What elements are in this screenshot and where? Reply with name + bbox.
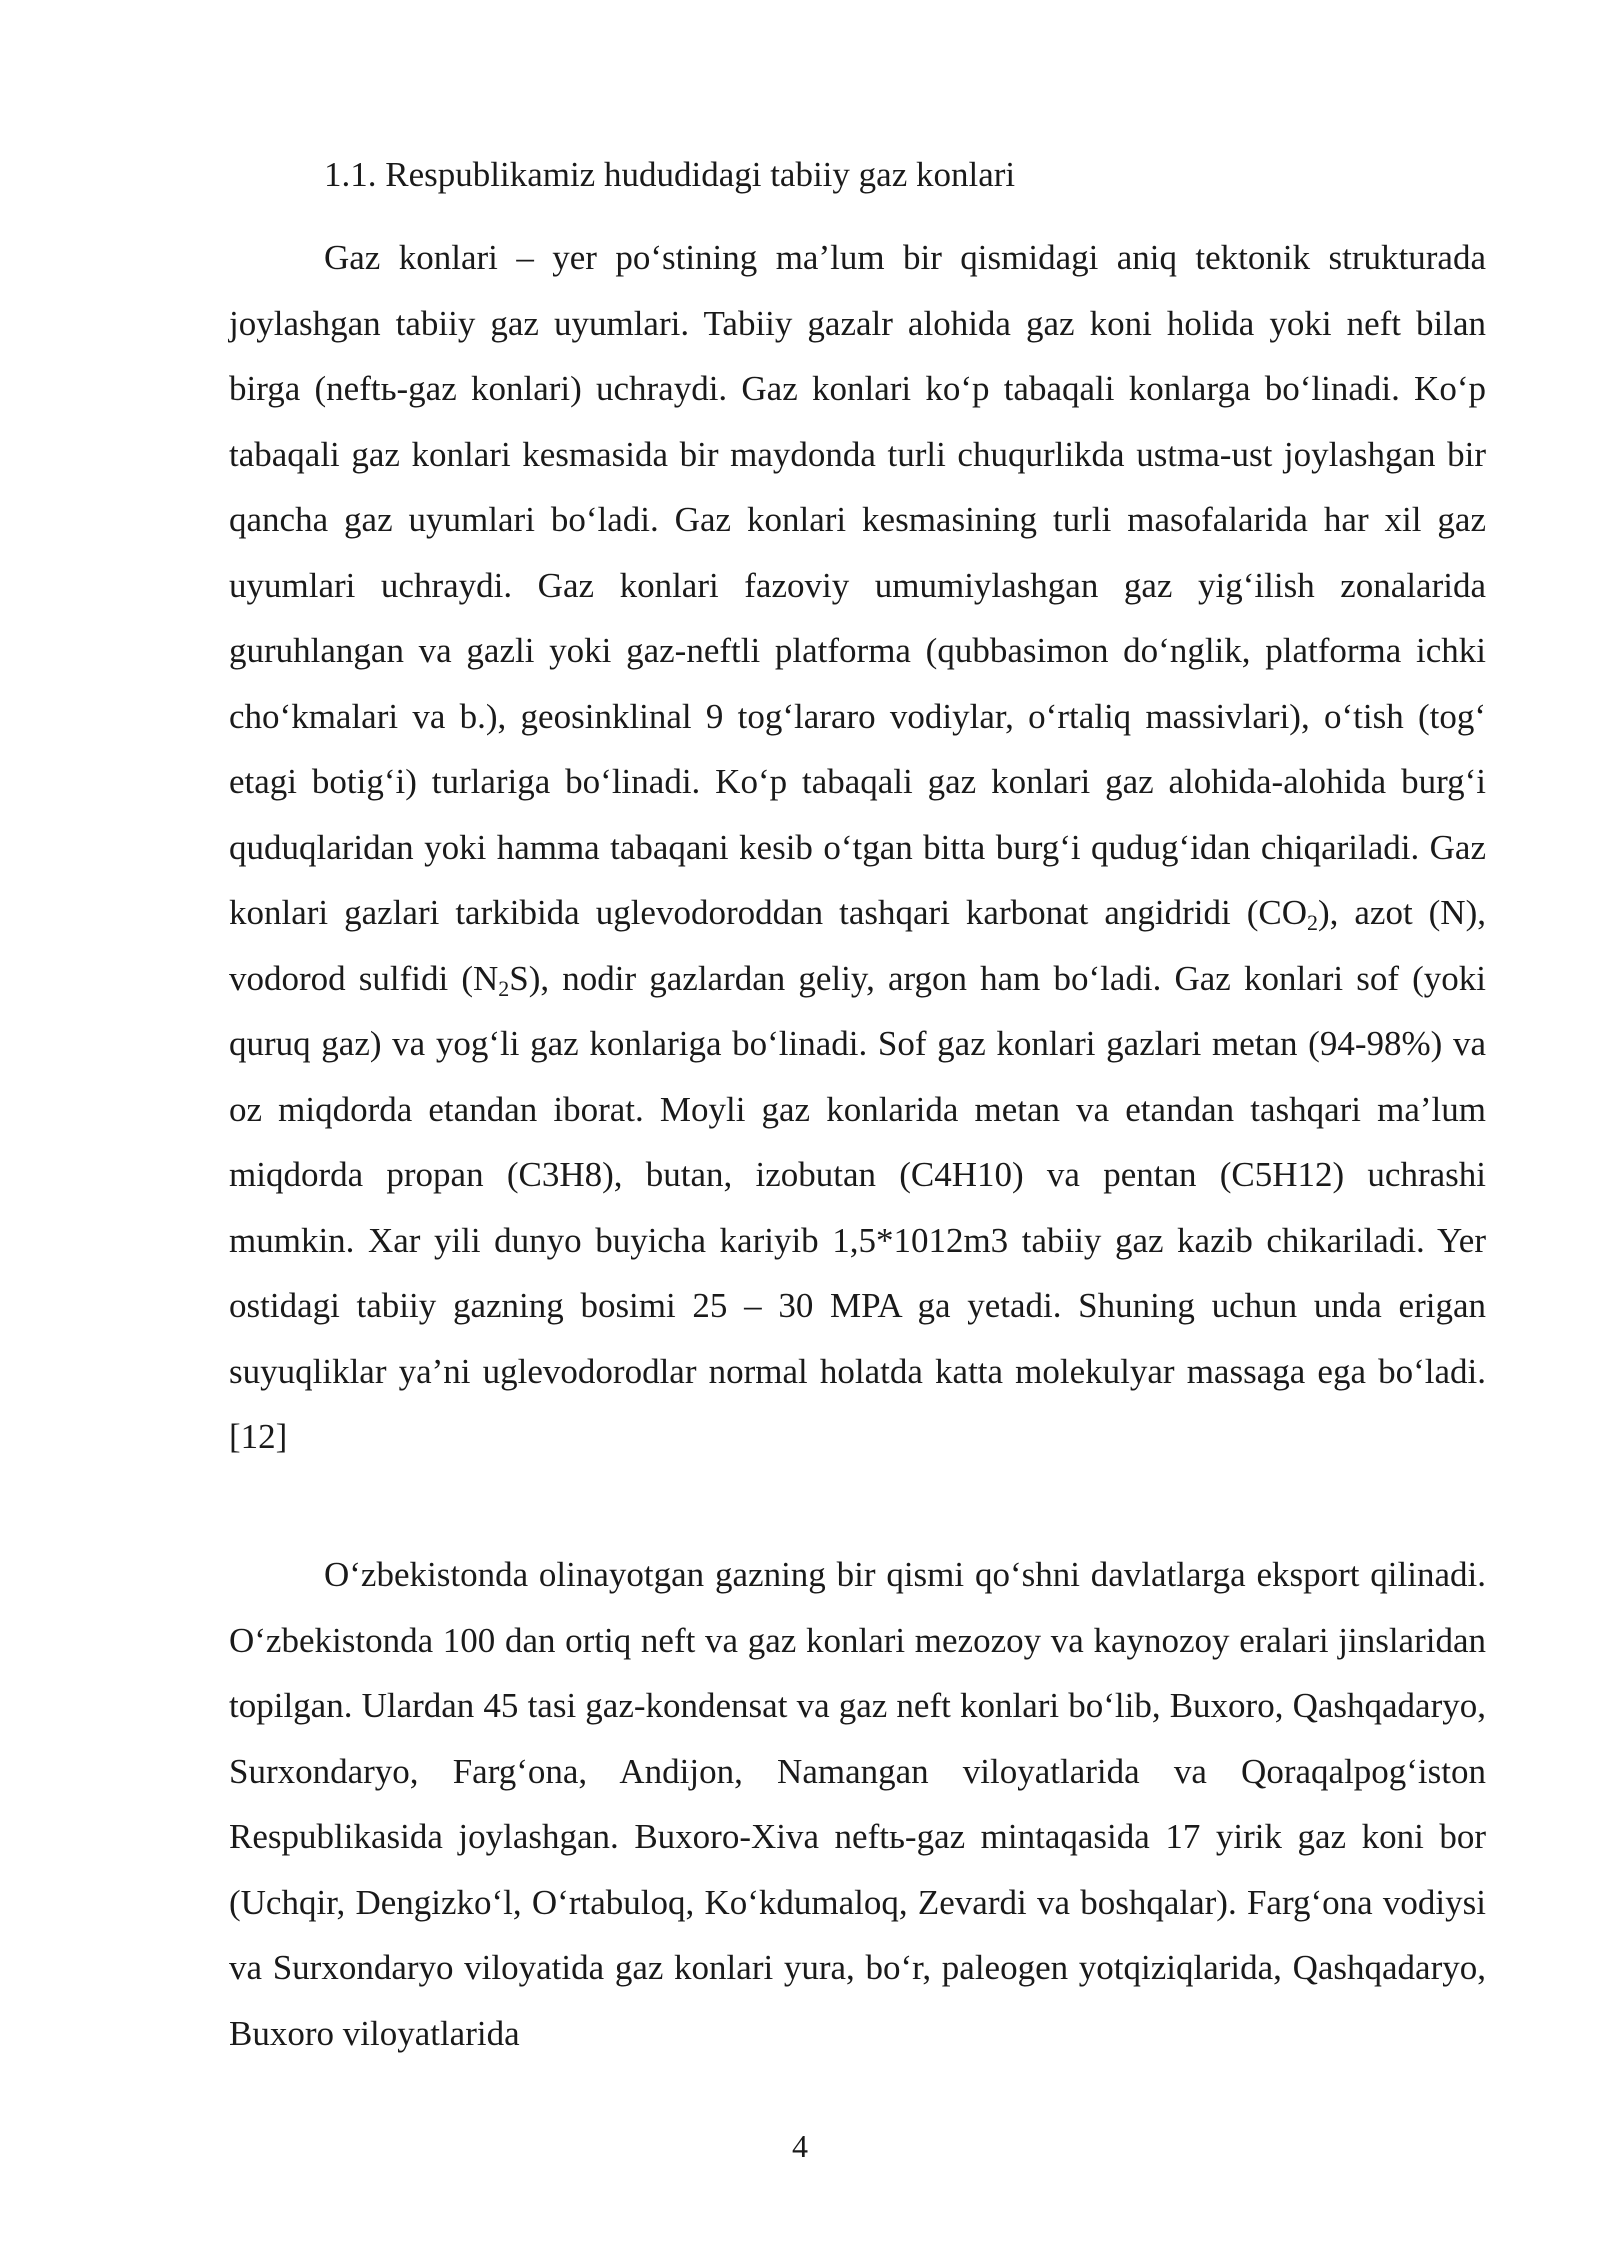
paragraph-text-part-2: ), azot (N), vodorod sulfidi (N <box>229 893 1486 998</box>
paragraph-gas-fields <box>229 225 1486 1470</box>
paragraph-text-part-1: Gaz konlari – yer po‘stining ma’lum bir qismidagi aniq tektonik strukturada joylashgan tabiiy gaz uyumlari. Tabiiy gazalr alohida gaz koni holida yoki neft bilan birga (neftь-gaz konlari) uchraydi. Gaz konlari ko‘p tabaqali konlarga bo‘linadi. Ko‘p tabaqali gaz konlari kesmasida bir maydonda turli chuqurlikda ustma-ust joylashgan bir qancha gaz uyumlari bo‘ladi. Gaz konlari kesmasining turli masofalarida har xil gaz uyumlari uchraydi. Gaz konlari fazoviy umumiylashgan gaz yig‘ilish zonalarida guruhlangan va gazli yoki gaz-neftli platforma (qubbasimon do‘nglik, platforma ichki cho‘kmalari va b.), geosinklinal 9 tog‘lararo vodiylar, o‘rtaliq massivlari), o‘tish (tog‘ etagi botig‘i) turlariga bo‘linadi. Ko‘p tabaqali gaz konlari gaz alohida-alohida burg‘i quduqlaridan yoki hamma tabaqani kesib o‘tgan bitta burg‘i qudug‘idan chiqariladi. Gaz konlari gazlari tarkibida uglevodoroddan tashqari karbonat angidridi (CO <box>229 238 1486 932</box>
section-heading: 1.1. Respublikamiz hududidagi tabiiy gaz konlari <box>324 155 1016 194</box>
page-number: 4 <box>792 2128 808 2164</box>
subscript-co2: 2 <box>1306 910 1318 935</box>
paragraph-uzbekistan-gas <box>229 1542 1486 2066</box>
paragraph-text-part-3: S), nodir gazlardan geliy, argon ham bo‘ladi. Gaz konlari sof (yoki quruq gaz) va yog‘li gaz konlariga bo‘linadi. Sof gaz konlari gazlari metan (94-98%) va oz miqdorda etandan iborat. Moyli gaz konlarida metan va etandan tashqari ma’lum miqdorda propan (C3H8), butan, izobutan (C4H10) va pentan (C5H12) uchrashi mumkin. Xar yili dunyo buyicha kariyib 1,5*1012m3 tabiiy gaz kazib chikariladi. Yer ostidagi tabiiy gazning bosimi 25 – 30 MPA ga yetadi. Shuning uchun unda erigan suyuqliklar ya’ni uglevodorodlar normal holatda katta molekulyar massaga ega bo‘ladi. [12] <box>229 958 1486 1456</box>
subscript-n2s: 2 <box>498 975 510 1001</box>
paragraph-text: O‘zbekistonda olinayotgan gazning bir qismi qo‘shni davlatlarga eksport qilinadi. O‘zbekistonda 100 dan ortiq neft va gaz konlari mezozoy va kaynozoy eralari jinslaridan topilgan. Ulardan 45 tasi gaz-kondensat va gaz neft konlari bo‘lib, Buxoro, Qashqadaryo, Surxondaryo, Farg‘ona, Andijon, Namangan viloyatlarida va Qoraqalpog‘iston Respublikasida joylashgan. Buxoro-Xiva neftь-gaz mintaqasida 17 yirik gaz koni bor (Uchqir, Dengizko‘l, O‘rtabuloq, Ko‘kdumaloq, Zevardi va boshqalar). Farg‘ona vodiysi va Surxondaryo viloyatida gaz konlari yura, bo‘r, paleogen yotqiziqlarida, Qashqadaryo, Buxoro viloyatlarida <box>229 1555 1486 2053</box>
